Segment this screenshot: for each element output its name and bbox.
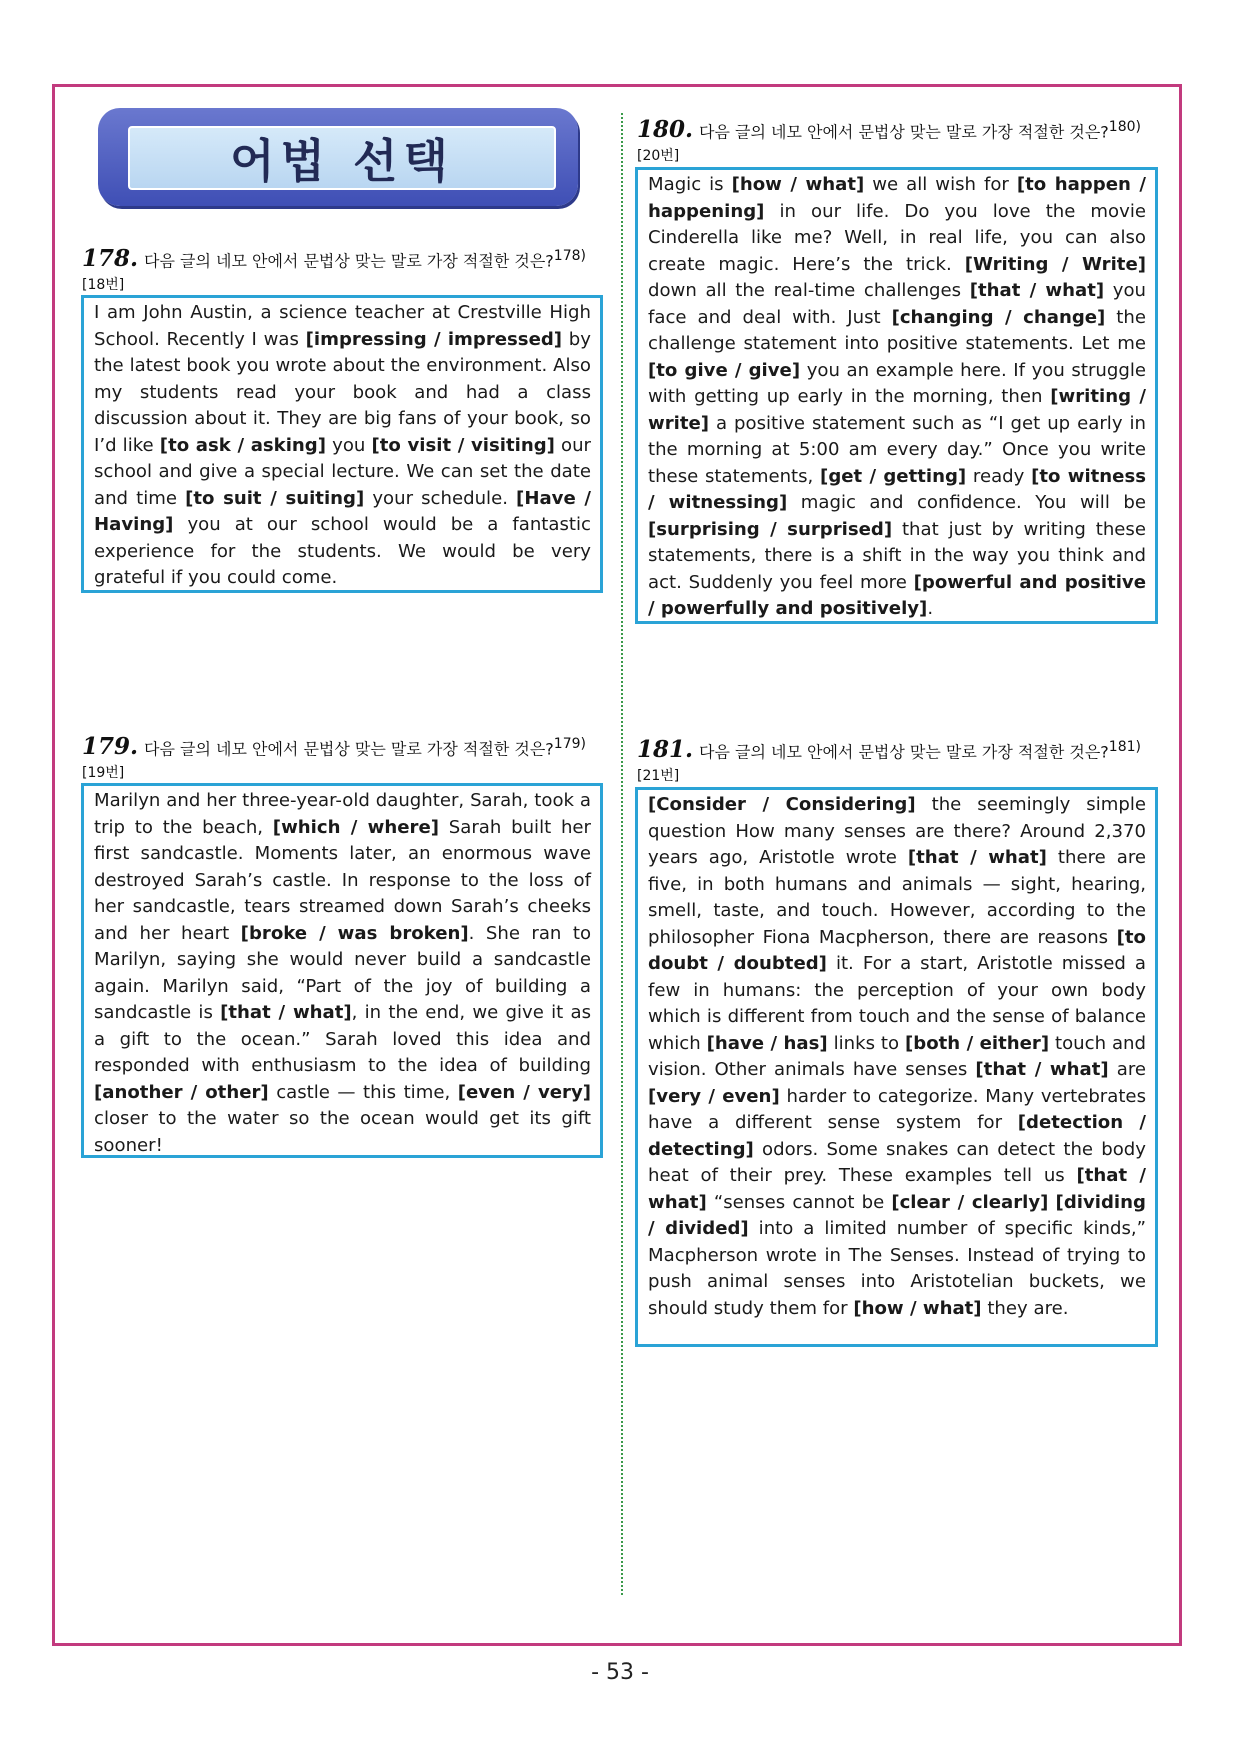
choice-bracket: [that / what] — [969, 280, 1105, 301]
choice-bracket: [to give / give] — [648, 359, 801, 381]
choice-bracket: [that / what] — [907, 847, 1047, 868]
choice-bracket: [get / getting] — [820, 465, 967, 487]
question-header-179 — [82, 732, 607, 791]
passage-text: Magic is — [648, 174, 732, 195]
question-ref: 180)[20번] — [637, 119, 1141, 165]
passage-text: that just by writing these statements, there is a shift in the way you think and act. Suddenly you feel more — [648, 518, 1146, 593]
passage-text: there are five, in both humans and animals — sight, hearing, smell, taste, and touch. However, according to the philosopher Fiona Macpherson, there are reasons — [648, 847, 1146, 948]
passage-text: . She ran to Marilyn, saying she would never build a sandcastle again. Marilyn said, “Part of the joy of building a sandcastle is — [94, 922, 592, 1023]
choice-bracket: [very / even] — [648, 1085, 780, 1107]
choice-bracket: [that / what] — [648, 1165, 1146, 1213]
passage-text: links to — [827, 1032, 905, 1054]
passage-text: down all the real-time challenges — [648, 280, 970, 301]
passage-text: you at our school would be a fantastic experience for the students. We would be very grateful if you could come. — [94, 514, 591, 588]
choice-bracket: [writing / write] — [648, 386, 1146, 434]
choice-bracket: [that / what] — [975, 1059, 1109, 1080]
question-number: 180. — [637, 116, 694, 144]
passage-box-179 — [81, 783, 603, 1158]
passage-text: I am John Austin, a science teacher at Crestville High School. Recently I was — [94, 302, 591, 350]
passage-text: into a limited number of specific kinds,” Macpherson wrote in The Senses. Instead of trying to push animal senses into Aristotelian buckets, we should study them for — [648, 1218, 1146, 1319]
column-divider — [621, 113, 623, 1595]
passage-text: “senses cannot be — [706, 1191, 892, 1213]
passage-text: the challenge statement into positive statements. Let me — [648, 306, 1146, 354]
passage-text: harder to categorize. Many vertebrates have a different sense system for — [648, 1085, 1146, 1133]
question-ref: 179)[19번] — [82, 736, 586, 782]
passage-text: Marilyn and her three-year-old daughter, Sarah, took a trip to the beach, — [94, 790, 591, 838]
choice-bracket: [clear / clearly] — [891, 1191, 1049, 1213]
passage-text: you — [326, 434, 372, 456]
question-ref: 181)[21번] — [637, 739, 1141, 785]
choice-bracket: [surprising / surprised] — [648, 518, 893, 540]
choice-bracket: [Writing / Write] — [964, 253, 1146, 275]
passage-text: you an example here. If you struggle with getting up early in the morning, then — [648, 359, 1146, 407]
passage-text: . — [927, 598, 934, 619]
passage-text: the seemingly simple question How many senses are there? Around 2,370 years ago, Aristotle wrote — [648, 794, 1146, 868]
passage-text: ready — [966, 465, 1032, 487]
passage-text: in our life. Do you love the movie Cinderella like me? Well, in real life, you can also create magic. Here’s the trick. — [648, 200, 1146, 275]
passage-text: odors. Some snakes can detect the body heat of their prey. These examples tell us — [648, 1138, 1146, 1186]
choice-bracket: [to visit / visiting] — [371, 434, 555, 456]
choice-bracket: [both / either] — [904, 1032, 1050, 1054]
passage-text: we all wish for — [864, 174, 1017, 195]
question-number: 179. — [82, 733, 139, 761]
question-header-181 — [637, 735, 1162, 794]
choice-bracket: [Consider / Considering] — [648, 794, 916, 815]
choice-bracket: [changing / change] — [891, 306, 1106, 328]
passage-box-180 — [635, 167, 1158, 624]
choice-bracket: [to ask / asking] — [159, 434, 327, 456]
passage-box-178 — [81, 295, 603, 593]
choice-bracket: [have / has] — [706, 1032, 828, 1054]
passage-text: your schedule. — [364, 487, 517, 509]
title-banner — [98, 108, 578, 206]
page-number: - 53 - — [591, 1660, 649, 1685]
passage-text: by the latest book you wrote about the environment. Also my students read your book and had a class discussion about it. They are big fans of your book, so I’d like — [94, 328, 591, 456]
choice-bracket: [detection / detecting] — [648, 1112, 1147, 1160]
choice-bracket: [powerful and positive / powerfully and positively] — [648, 571, 1146, 619]
question-header-180 — [637, 115, 1162, 174]
choice-bracket: [to doubt / doubted] — [648, 926, 1146, 974]
passage-text: touch and vision. Other animals have senses — [648, 1032, 1147, 1080]
passage-text: are — [1108, 1059, 1146, 1080]
page-title: 어법 선택 — [230, 134, 454, 188]
passage-text: you face and deal with. Just — [648, 280, 1147, 328]
choice-bracket: [how / what] — [853, 1297, 982, 1319]
passage-text — [1048, 1192, 1055, 1213]
title-banner-inner — [128, 126, 556, 190]
choice-bracket: [how / what] — [731, 174, 865, 195]
passage-text: a positive statement such as “I get up early in the morning at 5:00 am every day.” Once you write these statements, — [648, 412, 1146, 487]
choice-bracket: [another / other] — [94, 1081, 269, 1103]
question-number: 181. — [637, 736, 694, 764]
question-header-178 — [82, 244, 607, 303]
choice-bracket: [dividing / divided] — [648, 1191, 1146, 1239]
question-prompt: 다음 글의 네모 안에서 문법상 맞는 말로 가장 적절한 것은? — [144, 739, 554, 759]
choice-bracket: [even / very] — [457, 1081, 592, 1103]
question-prompt: 다음 글의 네모 안에서 문법상 맞는 말로 가장 적절한 것은? — [699, 742, 1109, 762]
passage-text: , in the end, we give it as a gift to the ocean.” Sarah loved this idea and responded with enthusiasm to the idea of building — [94, 1002, 591, 1076]
choice-bracket: [to witness / witnessing] — [648, 465, 1146, 513]
question-number: 178. — [82, 245, 139, 273]
choice-bracket: [which / where] — [272, 816, 440, 838]
passage-text: our school and give a special lecture. We can set the date and time — [94, 434, 591, 509]
passage-text: it. For a start, Aristotle missed a few in humans: the perception of your own body which is different from touch and the sense of balance which — [648, 953, 1146, 1054]
passage-text: Sarah built her first sandcastle. Moments later, an enormous wave destroyed Sarah’s castle. In response to the loss of her sandcastle, tears streamed down Sarah’s cheeks and her heart — [94, 816, 591, 944]
passage-text: castle — this time, — [268, 1081, 458, 1103]
passage-text: closer to the water so the ocean would get its gift sooner! — [94, 1108, 591, 1156]
choice-bracket: [to happen / happening] — [648, 174, 1146, 222]
choice-bracket: [to suit / suiting] — [185, 487, 365, 509]
choice-bracket: [Have / Having] — [94, 487, 591, 535]
passage-text: they are. — [981, 1297, 1069, 1319]
question-prompt: 다음 글의 네모 안에서 문법상 맞는 말로 가장 적절한 것은? — [144, 251, 554, 271]
choice-bracket: [that / what] — [220, 1002, 352, 1023]
question-ref: 178)[18번] — [82, 248, 586, 294]
question-prompt: 다음 글의 네모 안에서 문법상 맞는 말로 가장 적절한 것은? — [699, 122, 1109, 142]
passage-text: magic and confidence. You will be — [787, 492, 1146, 513]
choice-bracket: [broke / was broken] — [240, 922, 469, 944]
passage-box-181 — [635, 787, 1158, 1347]
choice-bracket: [impressing / impressed] — [305, 328, 563, 350]
